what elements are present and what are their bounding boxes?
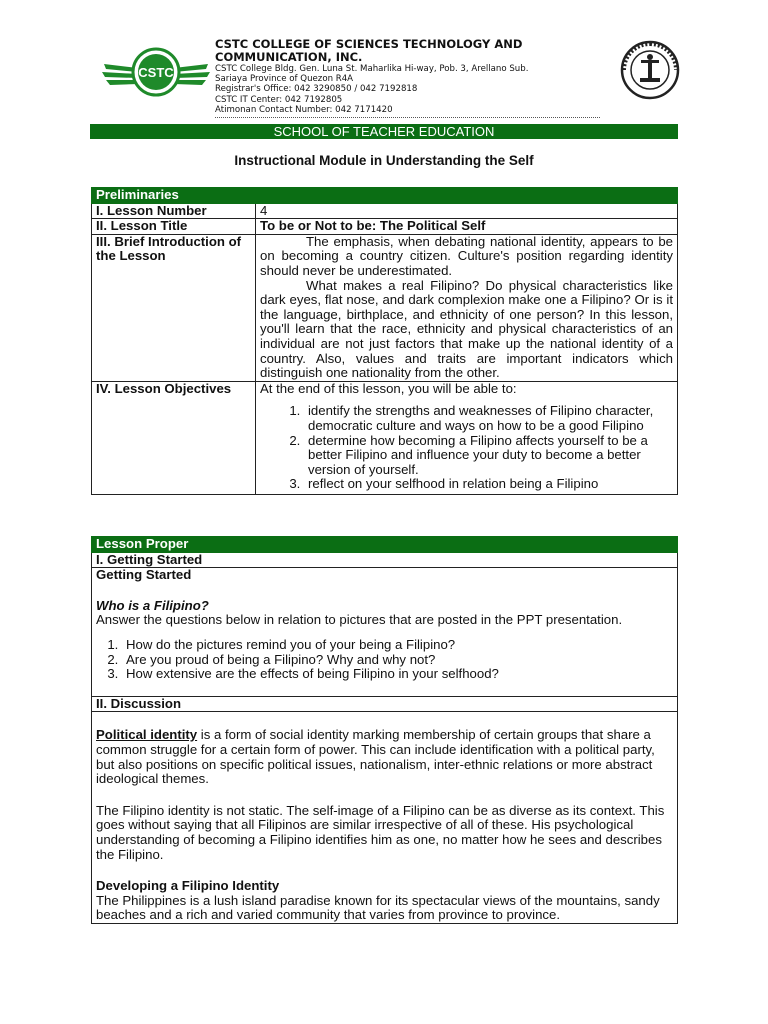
discussion-label: II. Discussion <box>92 696 678 712</box>
question-intro: Answer the questions below in relation to pictures that are posted in the PPT presentation. <box>96 612 623 628</box>
objective-item: 2. determine how becoming a Filipino affects yourself to be a better Filipino and influence your duty to become a better version of yourself. <box>304 434 673 478</box>
lesson-title-value: To be or Not to be: The Political Self <box>256 219 678 235</box>
objectives-content <box>256 381 678 494</box>
teacher-education-seal <box>620 40 680 100</box>
header-divider <box>215 117 600 118</box>
question-item: 3. How extensive are the effects of being Filipino in your selfhood? <box>122 667 673 682</box>
objectives-intro: At the end of this lesson, you will be able to: <box>260 380 517 396</box>
intro-label: III. Brief Introduction of the Lesson <box>92 234 256 381</box>
objective-item: 1. identify the strengths and weaknesses of Filipino character, democratic culture and ways on how to be a good Filipino <box>304 404 673 433</box>
institution-header <box>215 38 615 115</box>
objectives-label: IV. Lesson Objectives <box>92 381 256 494</box>
lesson-title-label: II. Lesson Title <box>92 219 256 235</box>
political-identity-term: Political identity <box>96 727 198 743</box>
lesson-number-value: 4 <box>256 203 678 219</box>
developing-paragraph: The Philippines is a lush island paradise known for its spectacular views of the mountains, sandy beaches and a rich and varied community that varies from province to province. <box>96 892 660 923</box>
it-center-line: CSTC IT Center: 042 7192805 <box>215 94 343 105</box>
getting-started-content <box>92 568 678 697</box>
registrar-line: Registrar's Office: 042 3290850 / 042 7192818 <box>215 84 418 95</box>
intro-content <box>256 234 678 381</box>
getting-started-title: Getting Started <box>96 567 192 583</box>
questions-list <box>96 638 673 682</box>
intro-paragraph-1: The emphasis, when debating national identity, appears to be on becoming a country citizen. Culture's position regarding identity should never be underestimated. <box>260 233 673 278</box>
cstc-logo <box>100 42 212 98</box>
cstc-logo-text: CSTC <box>138 65 174 80</box>
political-identity-paragraph <box>96 728 673 786</box>
developing-heading: Developing a Filipino Identity <box>96 878 280 894</box>
question-item: 1. How do the pictures remind you of your being a Filipino? <box>122 638 673 653</box>
institution-name: CSTC COLLEGE OF SCIENCES TECHNOLOGY AND COMMUNICATION, INC. <box>215 37 523 64</box>
atimonan-line: Atimonan Contact Number: 042 7171420 <box>215 104 393 115</box>
filipino-identity-paragraph: The Filipino identity is not static. The self-image of a Filipino can be as diverse as its context. This goes without saying that all Filipinos are similar irrespective of all of these. His psychological understanding of becoming a Filipino identifies him as one, no matter how he sees and describes the Filipino. <box>96 802 665 862</box>
discussion-content <box>92 712 678 924</box>
school-banner: SCHOOL OF TEACHER EDUCATION <box>90 124 678 139</box>
question-heading: Who is a Filipino? <box>96 597 209 613</box>
getting-started-label: I. Getting Started <box>92 552 678 568</box>
lesson-number-label: I. Lesson Number <box>92 203 256 219</box>
question-item: 2. Are you proud of being a Filipino? Why and why not? <box>122 653 673 668</box>
address-line: CSTC College Bldg. Gen. Luna St. Maharlika Hi-way, Pob. 3, Arellano Sub. <box>215 64 529 74</box>
province-line: Sariaya Province of Quezon R4A <box>215 74 354 85</box>
objectives-list <box>260 404 673 492</box>
political-identity-definition: is a form of social identity marking membership of certain groups that share a common struggle for a certain form of power. This can include identification with a political party, but also positions on specific political issues, nationalism, inter-ethnic relations or more abstract ideological themes. <box>96 727 655 787</box>
preliminaries-table <box>91 187 678 495</box>
module-title: Instructional Module in Understanding the Self <box>234 153 534 168</box>
lesson-proper-heading: Lesson Proper <box>92 537 678 553</box>
preliminaries-heading: Preliminaries <box>92 188 678 204</box>
objective-item: 3. reflect on your selfhood in relation being a Filipino <box>304 477 673 492</box>
intro-paragraph-2: What makes a real Filipino? Do physical characteristics like dark eyes, flat nose, and dark complexion make one a Filipino? Or is it the language, birthplace, and ethnicity of one person? In this lesson, you'll learn that the race, ethnicity and physical characteristics of an individual are not just factors that make up the national identity of a country. Also, values and traits are important indicators which distinguish one nationality from the other. <box>260 277 673 381</box>
lesson-proper-table <box>91 536 678 924</box>
